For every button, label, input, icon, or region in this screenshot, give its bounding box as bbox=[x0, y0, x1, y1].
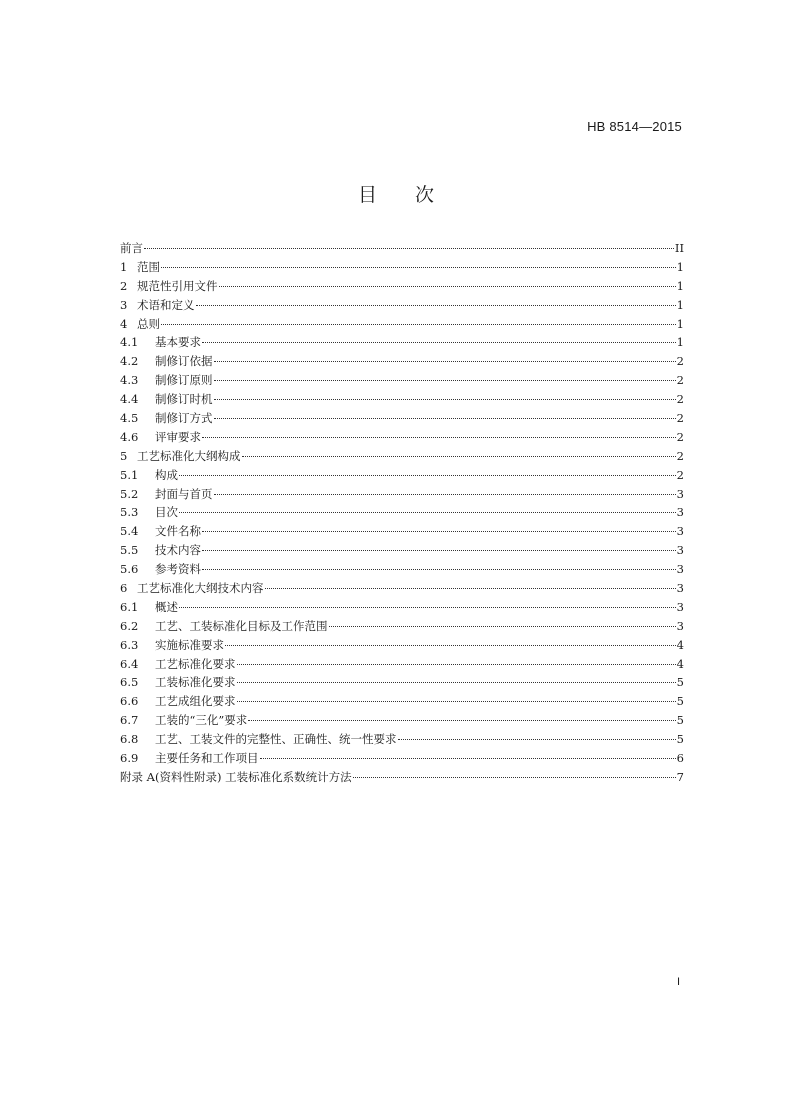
toc-entry-number: 6.5 bbox=[120, 675, 139, 690]
toc-entry-number: 5.1 bbox=[120, 467, 139, 482]
toc-entry-title: 制修订原则 bbox=[155, 373, 213, 388]
toc-entry-number: 6.7 bbox=[120, 713, 139, 728]
toc-entry-number: 4.4 bbox=[120, 392, 139, 407]
toc-entry[interactable] bbox=[120, 448, 684, 467]
toc-entry-page: 3 bbox=[676, 562, 684, 577]
dot-leader bbox=[214, 361, 676, 362]
toc-entry-title: 参考资料 bbox=[155, 562, 201, 577]
dot-leader bbox=[179, 512, 676, 513]
toc-entry[interactable] bbox=[120, 618, 684, 637]
toc-entry-number: 6.9 bbox=[120, 751, 139, 766]
toc-entry-title: 主要任务和工作项目 bbox=[155, 751, 259, 766]
toc-entry-title: 工艺标准化大纲构成 bbox=[137, 448, 241, 463]
toc-entry[interactable] bbox=[120, 750, 684, 769]
toc-entry[interactable] bbox=[120, 674, 684, 693]
dot-leader bbox=[144, 248, 674, 249]
toc-entry-page: 1 bbox=[676, 259, 684, 274]
toc-entry-page: 5 bbox=[676, 713, 684, 728]
toc-entry-page: 1 bbox=[676, 278, 684, 293]
dot-leader bbox=[214, 494, 676, 495]
toc-entry-number: 5.3 bbox=[120, 505, 139, 520]
toc-entry[interactable] bbox=[120, 316, 684, 335]
toc-entry[interactable] bbox=[120, 259, 684, 278]
toc-entry-number: 1 bbox=[120, 259, 128, 274]
toc-entry[interactable] bbox=[120, 334, 684, 353]
toc-entry-page: 3 bbox=[676, 505, 684, 520]
toc-entry-page: 1 bbox=[676, 316, 684, 331]
dot-leader bbox=[353, 777, 676, 778]
toc-entry-page: 2 bbox=[676, 429, 684, 444]
toc-entry[interactable] bbox=[120, 637, 684, 656]
toc-entry-title: 制修订依据 bbox=[155, 354, 213, 369]
toc-entry[interactable] bbox=[120, 429, 684, 448]
toc-entry[interactable] bbox=[120, 504, 684, 523]
dot-leader bbox=[329, 626, 676, 627]
dot-leader bbox=[214, 380, 676, 381]
toc-entry-title: 概述 bbox=[155, 599, 178, 614]
toc-entry[interactable] bbox=[120, 580, 684, 599]
toc-entry[interactable] bbox=[120, 391, 684, 410]
toc-entry-number: 4.1 bbox=[120, 335, 139, 350]
toc-entry-page: 2 bbox=[676, 411, 684, 426]
dot-leader bbox=[237, 664, 676, 665]
toc-entry-title: 制修订时机 bbox=[155, 392, 213, 407]
toc-entry[interactable] bbox=[120, 486, 684, 505]
toc-entry-title: 封面与首页 bbox=[155, 486, 213, 501]
page-title: 目次 bbox=[357, 184, 472, 206]
toc-entry-title: 规范性引用文件 bbox=[137, 278, 218, 293]
dot-leader bbox=[196, 305, 676, 306]
toc-entry[interactable] bbox=[120, 297, 684, 316]
toc-entry-page: 3 bbox=[676, 581, 684, 596]
toc-entry-page: 5 bbox=[676, 694, 684, 709]
table-of-contents bbox=[120, 240, 684, 788]
toc-entry[interactable] bbox=[120, 712, 684, 731]
dot-leader bbox=[202, 437, 676, 438]
toc-entry-number: 5.5 bbox=[120, 543, 139, 558]
toc-entry-number: 4.6 bbox=[120, 429, 139, 444]
toc-entry-number: 5 bbox=[120, 448, 128, 463]
toc-entry-number: 4.5 bbox=[120, 411, 139, 426]
dot-leader bbox=[219, 286, 676, 287]
toc-entry-number: 4.3 bbox=[120, 373, 139, 388]
dot-leader bbox=[398, 739, 676, 740]
toc-entry-number: 6.8 bbox=[120, 732, 139, 747]
toc-entry-number: 6.3 bbox=[120, 637, 139, 652]
toc-entry[interactable] bbox=[120, 353, 684, 372]
toc-entry-page: 5 bbox=[676, 732, 684, 747]
toc-entry[interactable] bbox=[120, 410, 684, 429]
footer-page-number: I bbox=[676, 976, 680, 988]
toc-entry-page: 3 bbox=[676, 599, 684, 614]
toc-entry-title: 评审要求 bbox=[155, 429, 201, 444]
toc-entry-page: 2 bbox=[676, 354, 684, 369]
toc-entry-page: 3 bbox=[676, 618, 684, 633]
toc-entry-page: 3 bbox=[676, 524, 684, 539]
toc-entry-title: 术语和定义 bbox=[137, 297, 195, 312]
toc-entry-title: 技术内容 bbox=[155, 543, 201, 558]
toc-entry[interactable] bbox=[120, 561, 684, 580]
toc-entry-title: 工装标准化要求 bbox=[155, 675, 236, 690]
toc-entry-page: 3 bbox=[676, 543, 684, 558]
toc-entry-page: 4 bbox=[676, 637, 684, 652]
toc-entry-page: 2 bbox=[676, 467, 684, 482]
toc-entry-title: 工装的“三化”要求 bbox=[155, 713, 248, 728]
toc-entry-title: 构成 bbox=[155, 467, 178, 482]
dot-leader bbox=[214, 418, 676, 419]
toc-entry-title: 目次 bbox=[155, 505, 178, 520]
dot-leader bbox=[161, 267, 676, 268]
toc-entry-page: 4 bbox=[676, 656, 684, 671]
dot-leader bbox=[225, 645, 676, 646]
dot-leader bbox=[237, 682, 676, 683]
toc-entry-number: 5.6 bbox=[120, 562, 139, 577]
toc-entry-number: 3 bbox=[120, 297, 128, 312]
toc-entry-number: 6.6 bbox=[120, 694, 139, 709]
dot-leader bbox=[265, 588, 676, 589]
toc-entry[interactable] bbox=[120, 523, 684, 542]
toc-entry-title: 工艺、工装文件的完整性、正确性、统一性要求 bbox=[155, 732, 397, 747]
toc-entry-title: 工艺标准化要求 bbox=[155, 656, 236, 671]
toc-entry-page: II bbox=[674, 241, 684, 255]
toc-entry-title: 工艺成组化要求 bbox=[155, 694, 236, 709]
toc-entry[interactable] bbox=[120, 542, 684, 561]
dot-leader bbox=[237, 701, 676, 702]
toc-entry-title: 附录 A(资料性附录) 工装标准化系数统计方法 bbox=[120, 769, 352, 784]
toc-entry-number: 4.2 bbox=[120, 354, 139, 369]
toc-entry-title: 工艺、工装标准化目标及工作范围 bbox=[155, 618, 328, 633]
dot-leader bbox=[202, 569, 676, 570]
toc-entry[interactable] bbox=[120, 240, 684, 259]
dot-leader bbox=[202, 531, 676, 532]
toc-entry-title: 范围 bbox=[137, 259, 160, 274]
toc-entry-title: 工艺标准化大纲技术内容 bbox=[137, 581, 264, 596]
dot-leader bbox=[202, 550, 676, 551]
dot-leader bbox=[179, 607, 676, 608]
toc-entry-page: 2 bbox=[676, 392, 684, 407]
toc-entry-title: 文件名称 bbox=[155, 524, 201, 539]
toc-entry[interactable] bbox=[120, 656, 684, 675]
toc-entry-number: 6.4 bbox=[120, 656, 139, 671]
dot-leader bbox=[242, 456, 676, 457]
toc-entry[interactable] bbox=[120, 731, 684, 750]
toc-entry-number: 5.2 bbox=[120, 486, 139, 501]
toc-entry-title: 实施标准要求 bbox=[155, 637, 224, 652]
toc-entry[interactable] bbox=[120, 693, 684, 712]
toc-entry-number: 5.4 bbox=[120, 524, 139, 539]
toc-entry[interactable] bbox=[120, 278, 684, 297]
toc-entry-page: 6 bbox=[676, 751, 684, 766]
toc-entry-number: 6.1 bbox=[120, 599, 139, 614]
toc-entry[interactable] bbox=[120, 769, 684, 788]
toc-entry-number: 6 bbox=[120, 581, 128, 596]
dot-leader bbox=[248, 720, 675, 721]
dot-leader bbox=[202, 342, 676, 343]
toc-entry-page: 7 bbox=[676, 769, 684, 784]
dot-leader bbox=[214, 399, 676, 400]
toc-entry-page: 2 bbox=[676, 373, 684, 388]
toc-entry-title: 基本要求 bbox=[155, 335, 201, 350]
dot-leader bbox=[179, 475, 676, 476]
toc-entry-page: 1 bbox=[676, 297, 684, 312]
toc-entry-title: 前言 bbox=[120, 241, 143, 255]
toc-entry-number: 2 bbox=[120, 278, 128, 293]
toc-entry-page: 1 bbox=[676, 335, 684, 350]
toc-entry-title: 制修订方式 bbox=[155, 411, 213, 426]
toc-entry[interactable] bbox=[120, 372, 684, 391]
toc-entry-page: 5 bbox=[676, 675, 684, 690]
dot-leader bbox=[260, 758, 676, 759]
dot-leader bbox=[161, 324, 676, 325]
toc-entry-number: 4 bbox=[120, 316, 128, 331]
toc-entry-page: 3 bbox=[676, 486, 684, 501]
toc-entry[interactable] bbox=[120, 599, 684, 618]
toc-entry-page: 2 bbox=[676, 448, 684, 463]
toc-entry[interactable] bbox=[120, 467, 684, 486]
toc-entry-title: 总则 bbox=[137, 316, 160, 331]
toc-entry-number: 6.2 bbox=[120, 618, 139, 633]
standard-code: HB 8514—2015 bbox=[587, 119, 682, 134]
